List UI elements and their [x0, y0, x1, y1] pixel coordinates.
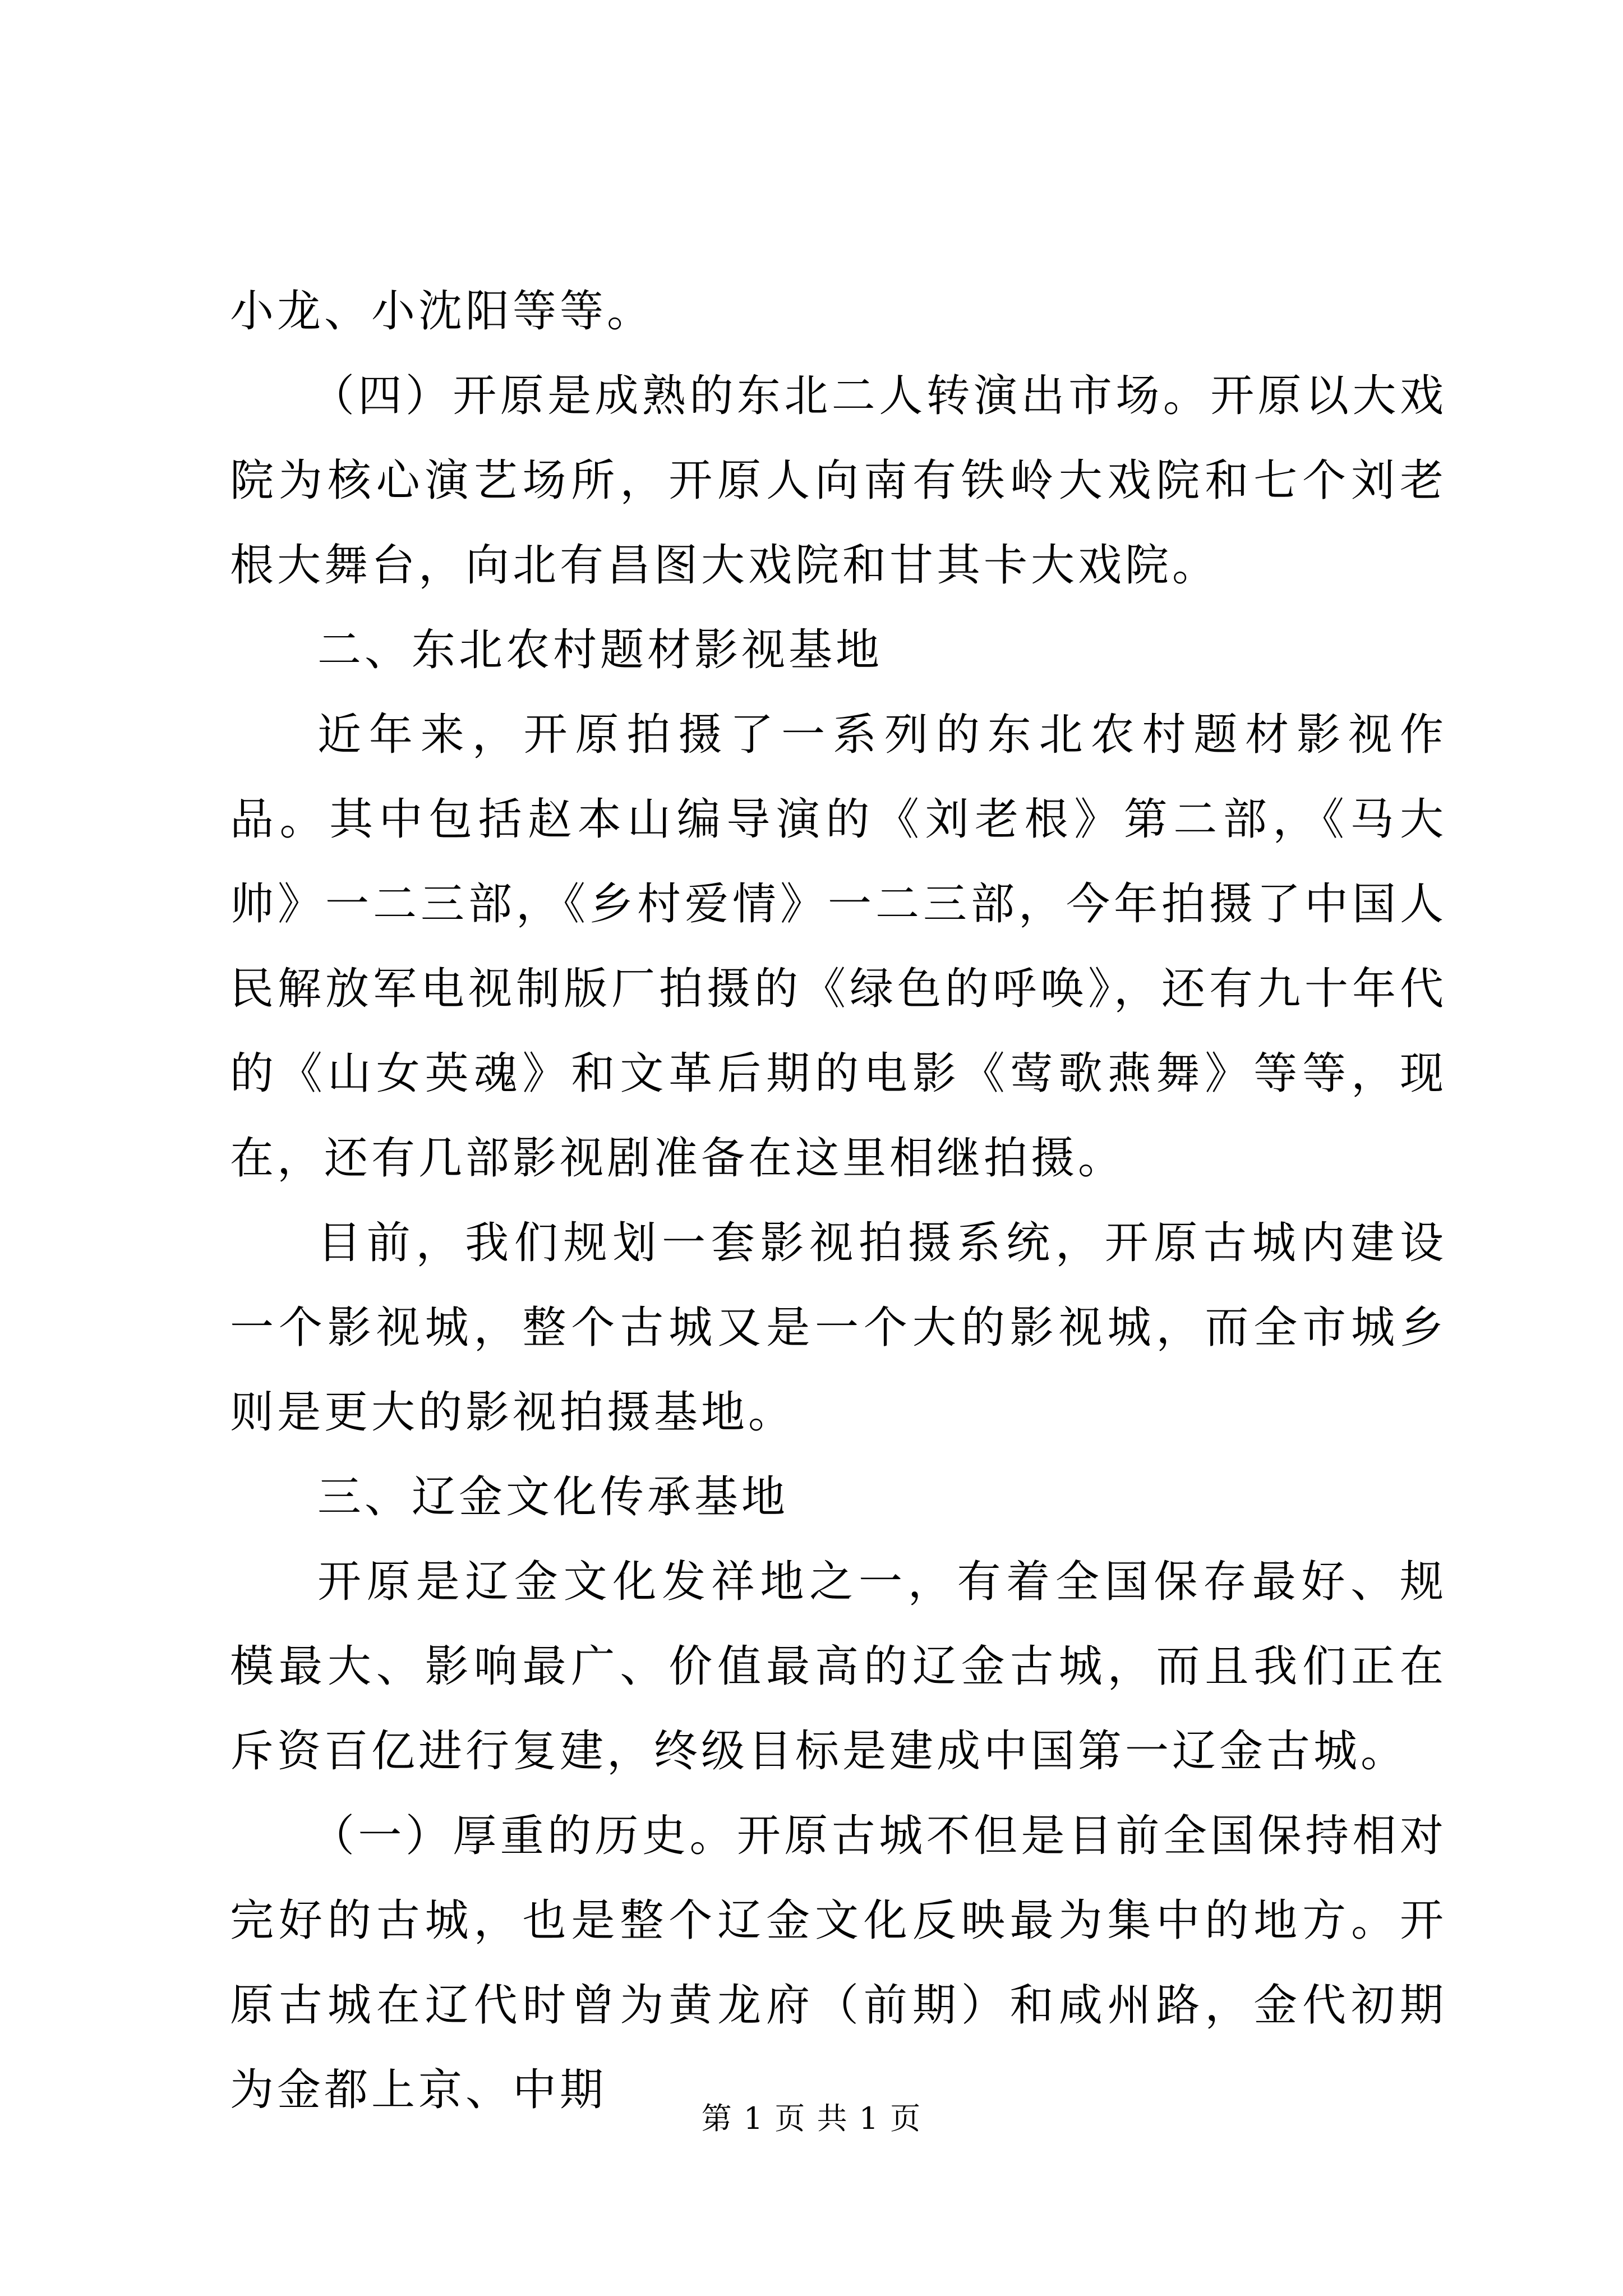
heading-film-base: 二、东北农村题材影视基地 — [317, 625, 883, 675]
paragraph-continuation: 小龙、小沈阳等等。 — [230, 286, 654, 337]
paragraph-section-four: （四）开原是成熟的东北二人转演出市场。开原以大戏院为核心演艺场所，开原人向南有铁岭大戏院和七个刘老根大舞台，向北有昌图大戏院和甘其卡大戏院。 — [230, 371, 1447, 591]
heading-liaojin-base: 三、辽金文化传承基地 — [317, 1472, 789, 1522]
page-footer: 第 1 页 共 1 页 — [701, 2101, 922, 2136]
document-body — [230, 269, 1447, 2133]
paragraph-liaojin-intro: 开原是辽金文化发祥地之一，有着全国保存最好、规模最大、影响最广、价值最高的辽金古城，而且我们正在斥资百亿进行复建，终级目标是建成中国第一辽金古城。 — [230, 1557, 1447, 1777]
paragraph-history: （一）厚重的历史。开原古城不但是目前全国保持相对完好的古城，也是整个辽金文化反映最为集中的地方。开原古城在辽代时曾为黄龙府（前期）和咸州路，金代初期为金都上京、中期 — [230, 1811, 1447, 2115]
paragraph-film-plan: 目前，我们规划一套影视拍摄系统，开原古城内建设一个影视城，整个古城又是一个大的影视城，而全市城乡则是更大的影视拍摄基地。 — [230, 1218, 1447, 1438]
paragraph-film-works: 近年来，开原拍摄了一系列的东北农村题材影视作品。其中包括赵本山编导演的《刘老根》第二部，《马大帅》一二三部，《乡村爱情》一二三部，今年拍摄了中国人民解放军电视制版厂拍摄的《绿色的呼唤》，还有九十年代的《山女英魂》和文革后期的电影《莺歌燕舞》等等，现在，还有几部影视剧准备在这里相继拍摄。 — [230, 710, 1447, 1184]
